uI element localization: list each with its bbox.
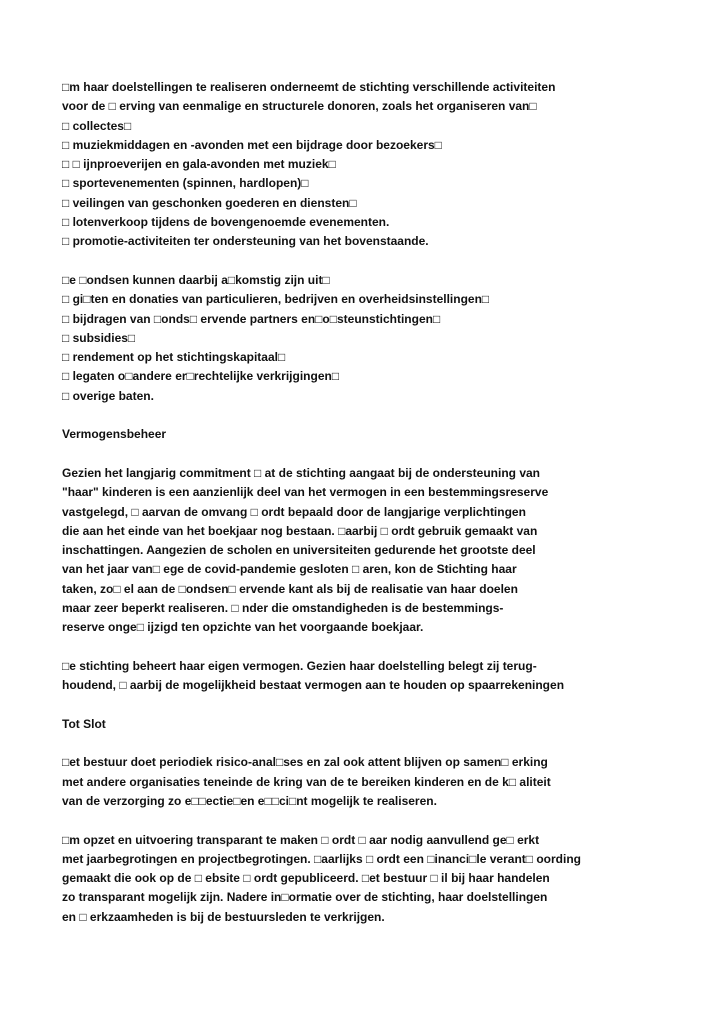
list-item: □ veilingen van geschonken goederen en diensten□ <box>62 195 357 210</box>
text-line: "haar" kinderen is een aanzienlijk deel van het vermogen in een bestemmingsreserve <box>62 485 549 500</box>
text-line: maar zeer beperkt realiseren. □ nder die omstandigheden is de bestemmings- <box>62 601 504 616</box>
text-line: voor de □ erving van eenmalige en structurele donoren, zoals het organiseren van□ <box>62 99 537 114</box>
text-line: inschattingen. Aangezien de scholen en universiteiten gedurende het grootste deel <box>62 543 536 558</box>
text-line: gemaakt die ook op de □ ebsite □ ordt gepubliceerd. □et bestuur □ il bij haar handelen <box>62 871 550 886</box>
text-line: □e stichting beheert haar eigen vermogen. Gezien haar doelstelling belegt zij terug- <box>62 658 537 673</box>
text-line: □m haar doelstellingen te realiseren onderneemt de stichting verschillende activiteiten <box>62 80 556 94</box>
text-line: met andere organisaties teneinde de kring van de te bereiken kinderen en de k□ aliteit <box>62 774 551 789</box>
text-line: die aan het einde van het boekjaar nog bestaan. □aarbij □ ordt gebruik gemaakt van <box>62 523 538 538</box>
vermogen-paragraph-2 <box>62 657 702 696</box>
list-item: □ lotenverkoop tijdens de bovengenoemde evenementen. <box>62 215 390 230</box>
slot-paragraph-2 <box>62 831 702 927</box>
text-line: met jaarbegrotingen en projectbegrotingen. □aarlijks □ ordt een □inanci□le verant□ oording <box>62 851 581 866</box>
slot-paragraph-1 <box>62 753 702 811</box>
text-line: houdend, □ aarbij de mogelijkheid bestaat vermogen aan te houden op spaarrekeningen <box>62 678 565 693</box>
document-page <box>62 78 702 927</box>
list-item: □ legaten o□andere er□rechtelijke verkrijgingen□ <box>62 369 340 384</box>
activities-list <box>62 117 702 252</box>
text-line: □m opzet en uitvoering transparant te maken □ ordt □ aar nodig aanvullend ge□ erkt <box>62 832 540 847</box>
list-item: □ collectes□ <box>62 118 132 133</box>
text-line: □et bestuur doet periodiek risico-anal□ses en zal ook attent blijven op samen□ erking <box>62 755 548 770</box>
text-line: vastgelegd, □ aarvan de omvang □ ordt bepaald door de langjarige verplichtingen <box>62 504 526 519</box>
text-line: taken, zo□ el aan de □ondsen□ ervende kant als bij de realisatie van haar doelen <box>62 581 518 596</box>
section-heading-vermogensbeheer: Vermogensbeheer <box>62 427 167 442</box>
list-item: □ subsidies□ <box>62 330 136 345</box>
list-item: □ promotie-activiteiten ter ondersteuning van het bovenstaande. <box>62 234 429 249</box>
text-line: van de verzorging zo e□□ectie□en e□□ci□nt mogelijk te realiseren. <box>62 793 437 808</box>
funds-intro: □e □ondsen kunnen daarbij a□komstig zijn uit□ <box>62 272 330 287</box>
funds-section <box>62 271 702 406</box>
list-item: □ muziekmiddagen en -avonden met een bijdrage door bezoekers□ <box>62 137 442 152</box>
list-item: □ sportevenementen (spinnen, hardlopen)□ <box>62 176 309 191</box>
text-line: van het jaar van□ ege de covid-pandemie gesloten □ aren, kon de Stichting haar <box>62 562 517 577</box>
vermogen-paragraph-1 <box>62 464 702 638</box>
text-line: en □ erkzaamheden is bij de bestuursleden te verkrijgen. <box>62 909 385 924</box>
list-item: □ gi□ten en donaties van particulieren, bedrijven en overheidsinstellingen□ <box>62 292 490 307</box>
intro-paragraph <box>62 78 702 117</box>
list-item: □ □ ijnproeverijen en gala-avonden met muziek□ <box>62 157 336 172</box>
list-item: □ rendement op het stichtingskapitaal□ <box>62 350 286 365</box>
text-line: Gezien het langjarig commitment □ at de stichting aangaat bij de ondersteuning van <box>62 465 540 480</box>
section-heading-tot-slot: Tot Slot <box>62 716 106 731</box>
text-line: reserve onge□ ijzigd ten opzichte van het voorgaande boekjaar. <box>62 620 424 635</box>
list-item: □ overige baten. <box>62 388 154 403</box>
list-item: □ bijdragen van □onds□ ervende partners en□o□steunstichtingen□ <box>62 311 441 326</box>
text-line: zo transparant mogelijk zijn. Nadere in□ormatie over de stichting, haar doelstellingen <box>62 890 548 905</box>
